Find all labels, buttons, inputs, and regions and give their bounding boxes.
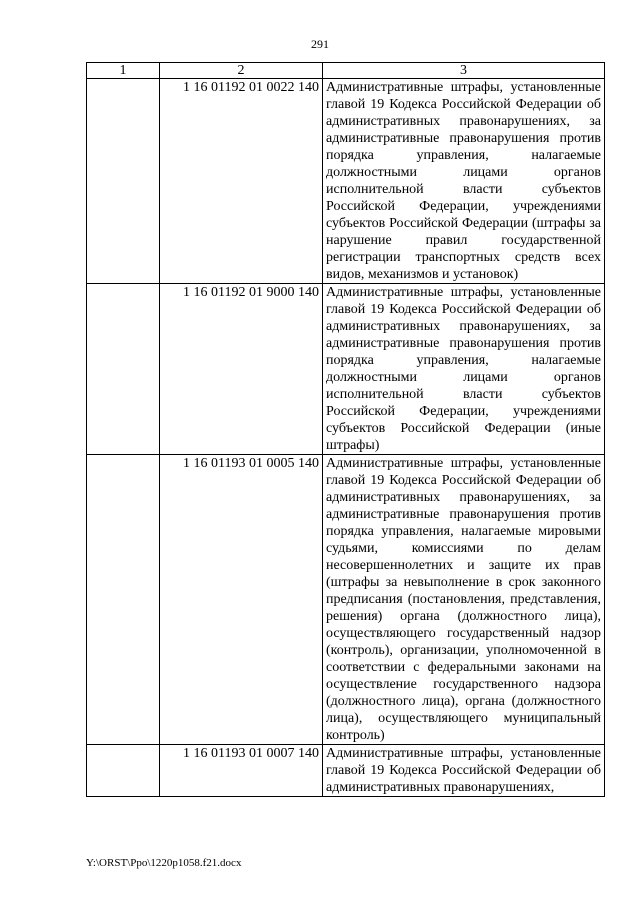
- code-description: Административные штрафы, установленные главой 19 Кодекса Российской Федерации об административных правонарушениях, за административные правонарушения против порядка управления, налагаемые мировыми судьями, комиссиями по делам несовершеннолетних и защите их прав (штрафы за невыполнение в срок законного предписания (постановления, представления, решения) органа (должностного лица), осуществляющего государственный надзор (контроль), организации, уполномоченной в соответствии с федеральными законами на осуществление государственного надзора (должностного лица), органа (должностного лица), осуществляющего муниципальный контроль): [323, 455, 605, 745]
- budget-code: 1 16 01193 01 0007 140: [160, 745, 323, 797]
- table-header-row: [87, 63, 605, 79]
- budget-code-table: [86, 62, 605, 797]
- code-description: Административные штрафы, установленные главой 19 Кодекса Российской Федерации об административных правонарушениях,: [323, 745, 605, 797]
- row-col-1: [87, 745, 160, 797]
- page-number: 291: [311, 37, 329, 51]
- row-col-1: [87, 455, 160, 745]
- code-description: Административные штрафы, установленные главой 19 Кодекса Российской Федерации об административных правонарушениях, за административные правонарушения против порядка управления, налагаемые должностными лицами органов исполнительной власти субъектов Российской Федерации, учреждениями субъектов Российской Федерации (иные штрафы): [323, 284, 605, 455]
- row-col-1: [87, 79, 160, 284]
- code-description: Административные штрафы, установленные главой 19 Кодекса Российской Федерации об административных правонарушениях, за административные правонарушения против порядка управления, налагаемые должностными лицами органов исполнительной власти субъектов Российской Федерации, учреждениями субъектов Российской Федерации (штрафы за нарушение правил государственной регистрации транспортных средств всех видов, механизмов и установок): [323, 79, 605, 284]
- header-col-1: 1: [87, 63, 160, 79]
- table-row: [87, 745, 605, 797]
- budget-code: 1 16 01193 01 0005 140: [160, 455, 323, 745]
- header-col-3: 3: [323, 63, 605, 79]
- table-row: [87, 284, 605, 455]
- table-row: [87, 79, 605, 284]
- header-col-2: 2: [160, 63, 323, 79]
- table-row: [87, 455, 605, 745]
- document-file-path: Y:\ORST\Ppo\1220p1058.f21.docx: [86, 857, 242, 869]
- row-col-1: [87, 284, 160, 455]
- budget-code: 1 16 01192 01 9000 140: [160, 284, 323, 455]
- budget-code: 1 16 01192 01 0022 140: [160, 79, 323, 284]
